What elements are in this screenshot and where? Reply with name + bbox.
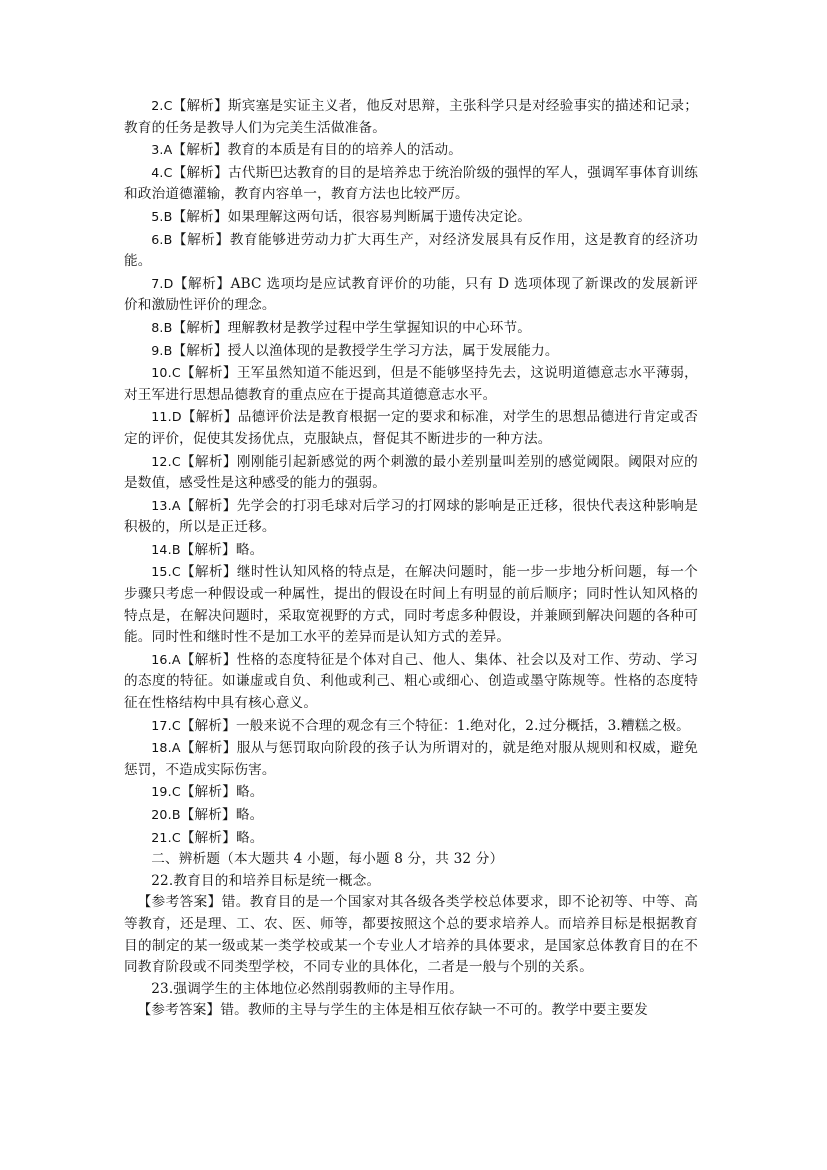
analysis-text: 服从与惩罚取向阶段的孩子认为所谓对的，就是绝对服从规则和权威，避免惩罚，不造成实际伤害。 — [124, 740, 698, 778]
reference-answer-22 — [124, 892, 698, 978]
analysis-text: 教育的本质是有目的的培养人的活动。 — [227, 142, 463, 159]
analysis-text: 品德评价法是教育根据一定的要求和标准，对学生的思想品德进行肯定或否定的评价，促使其发扬优点，克服缺点，督促其不断进步的一种方法。 — [124, 409, 698, 447]
analysis-tag: 【解析】 — [172, 98, 228, 114]
reference-tag: 【参考答案】 — [137, 894, 222, 911]
analysis-tag: 【解析】 — [180, 807, 236, 823]
answer-item-11 — [124, 406, 698, 450]
answer-number: 12.C — [151, 453, 181, 469]
answer-item-5 — [124, 206, 698, 229]
answer-number: 15.C — [151, 564, 181, 580]
analysis-text: 授人以渔体现的是教授学生学习方法，属于发展能力。 — [227, 342, 559, 359]
answer-item-14 — [124, 539, 698, 562]
answer-number: 7.D — [151, 275, 174, 291]
answer-number: 13.A — [151, 497, 181, 513]
analysis-tag: 【解析】 — [172, 231, 230, 248]
answer-number: 9.B — [151, 342, 173, 358]
analysis-tag: 【解析】 — [180, 365, 237, 382]
analysis-tag: 【解析】 — [180, 651, 237, 668]
analysis-text: 理解教材是教学过程中学生掌握知识的中心环节。 — [227, 319, 532, 336]
answer-item-7 — [124, 273, 698, 317]
answer-item-19 — [124, 781, 698, 804]
analysis-text: 王军虽然知道不能迟到，但是不能够坚持先去，这说明道德意志水平薄弱，对王军进行思想品德教育的重点应在于提高其道德意志水平。 — [124, 365, 698, 403]
analysis-text: ABC 选项均是应试教育评价的功能，只有 D 选项体现了新课改的发展新评价和激励性评价的理念。 — [124, 275, 698, 314]
answer-number: 17.C — [151, 717, 181, 733]
analysis-tag: 【解析】 — [180, 564, 237, 581]
answer-number: 8.B — [151, 319, 173, 335]
analysis-tag: 【解析】 — [180, 541, 236, 558]
answer-item-21 — [124, 827, 698, 850]
reference-text: 错。教育目的是一个国家对其各级各类学校总体要求，即不论初等、中等、高等教育，还是理、工、农、医、师等，都要按照这个总的要求培养人。而培养目标是根据教育目的制定的某一级或某一类学校或某一个专业人才培养的具体要求，是国家总体教育目的在不同教育阶段或不同类型学校，不同专业的具体化，二者是一般与个别的关系。 — [124, 894, 698, 976]
analysis-tag: 【解析】 — [172, 142, 228, 159]
answer-number: 21.C — [151, 829, 181, 845]
analysis-tag: 【解析】 — [180, 829, 236, 846]
question-23: 23.强调学生的主体地位必然削弱教师的主导作用。 — [151, 980, 464, 997]
answer-item-2 — [124, 95, 698, 139]
analysis-tag: 【解析】 — [180, 717, 236, 734]
answer-item-12 — [124, 451, 698, 495]
answer-item-17 — [124, 715, 698, 738]
answer-item-16 — [124, 649, 698, 715]
answer-number: 20.B — [151, 807, 181, 822]
analysis-text: 古代斯巴达教育的目的是培养忠于统治阶级的强悍的军人，强调军事体育训练和政治道德灌输，教育内容单一，教育方法也比较严厉。 — [124, 164, 698, 203]
analysis-tag: 【解析】 — [172, 319, 228, 336]
analysis-text: 先学会的打羽毛球对后学习的打网球的影响是正迁移，很快代表这种影响是积极的，所以是正迁移。 — [124, 497, 698, 536]
analysis-text: 刚刚能引起新感觉的两个刺激的最小差别量叫差别的感觉阈限。阈限对应的是数值，感受性是这种感受的能力的强弱。 — [124, 453, 698, 492]
answer-item-13 — [124, 495, 698, 539]
analysis-tag: 【解析】 — [172, 164, 228, 181]
analysis-text: 如果理解这两句话，很容易判断属于遗传决定论。 — [227, 208, 532, 225]
analysis-text: 性格的态度特征是个体对自己、他人、集体、社会以及对工作、劳动、学习的态度的特征。如谦虚或自负、利他或利己、粗心或细心、创造或墨守陈规等。性格的态度特征在性格结构中具有核心意义。 — [124, 651, 698, 712]
analysis-tag: 【解析】 — [172, 342, 228, 359]
analysis-text: 略。 — [235, 541, 264, 558]
answer-number: 3.A — [151, 142, 173, 158]
answer-number: 10.C — [151, 365, 181, 381]
answer-item-15 — [124, 561, 698, 648]
answer-number: 16.A — [151, 651, 181, 667]
answer-number: 11.D — [151, 409, 182, 425]
document-page — [124, 95, 698, 1022]
analysis-tag: 【解析】 — [173, 275, 231, 292]
answer-item-20 — [124, 804, 698, 827]
answer-number: 2.C — [151, 98, 173, 113]
reference-tag: 【参考答案】 — [137, 1002, 221, 1019]
answer-item-6 — [124, 229, 698, 273]
analysis-text: 继时性认知风格的特点是，在解决问题时，能一步一步地分析问题，每一个步骤只考虑一种假设或一种属性，提出的假设在时间上有明显的前后顺序；同时性认知风格的特点是，在解决问题时，采取宽视野的方式，同时考虑多种假设，并兼顾到解决问题的各种可能。同时性和继时性不是加工水平的差异而是认知方式的差异。 — [124, 564, 698, 646]
answer-number: 14.B — [151, 541, 181, 557]
answer-item-9 — [124, 340, 698, 363]
answer-item-4 — [124, 162, 698, 206]
analysis-tag: 【解析】 — [172, 208, 228, 225]
reference-text: 错。教师的主导与学生的主体是相互依存缺一不可的。教学中要主要发 — [220, 1002, 648, 1019]
analysis-text: 斯宾塞是实证主义者，他反对思辩，主张科学只是对经验事实的描述和记录；教育的任务是教导人们为完美生活做准备。 — [124, 98, 698, 136]
analysis-tag: 【解析】 — [180, 453, 237, 470]
answer-item-3 — [124, 139, 698, 162]
section-heading: 二、辨析题（本大题共 4 小题，每小题 8 分，共 32 分） — [151, 851, 504, 868]
analysis-text: 略。 — [236, 829, 264, 846]
analysis-text: 略。 — [235, 807, 264, 823]
answer-number: 18.A — [151, 740, 181, 756]
analysis-tag: 【解析】 — [180, 740, 237, 757]
answer-number: 19.C — [151, 784, 181, 800]
answer-number: 6.B — [151, 231, 173, 247]
analysis-tag: 【解析】 — [180, 784, 236, 801]
analysis-tag: 【解析】 — [180, 497, 237, 514]
answer-item-8 — [124, 317, 698, 340]
answer-number: 5.B — [151, 208, 173, 224]
answer-number: 4.C — [151, 164, 173, 180]
analysis-text: 一般来说不合理的观念有三个特征：1.绝对化，2.过分概括，3.糟糕之极。 — [236, 717, 690, 734]
reference-answer-23 — [124, 1000, 698, 1022]
analysis-tag: 【解析】 — [181, 409, 238, 426]
analysis-text: 略。 — [236, 784, 264, 801]
answer-item-18 — [124, 737, 698, 781]
analysis-text: 教育能够进劳动力扩大再生产，对经济发展具有反作用，这是教育的经济功能。 — [124, 231, 698, 270]
answer-item-10 — [124, 362, 698, 406]
question-22: 22.教育目的和培养目标是统一概念。 — [151, 872, 381, 889]
